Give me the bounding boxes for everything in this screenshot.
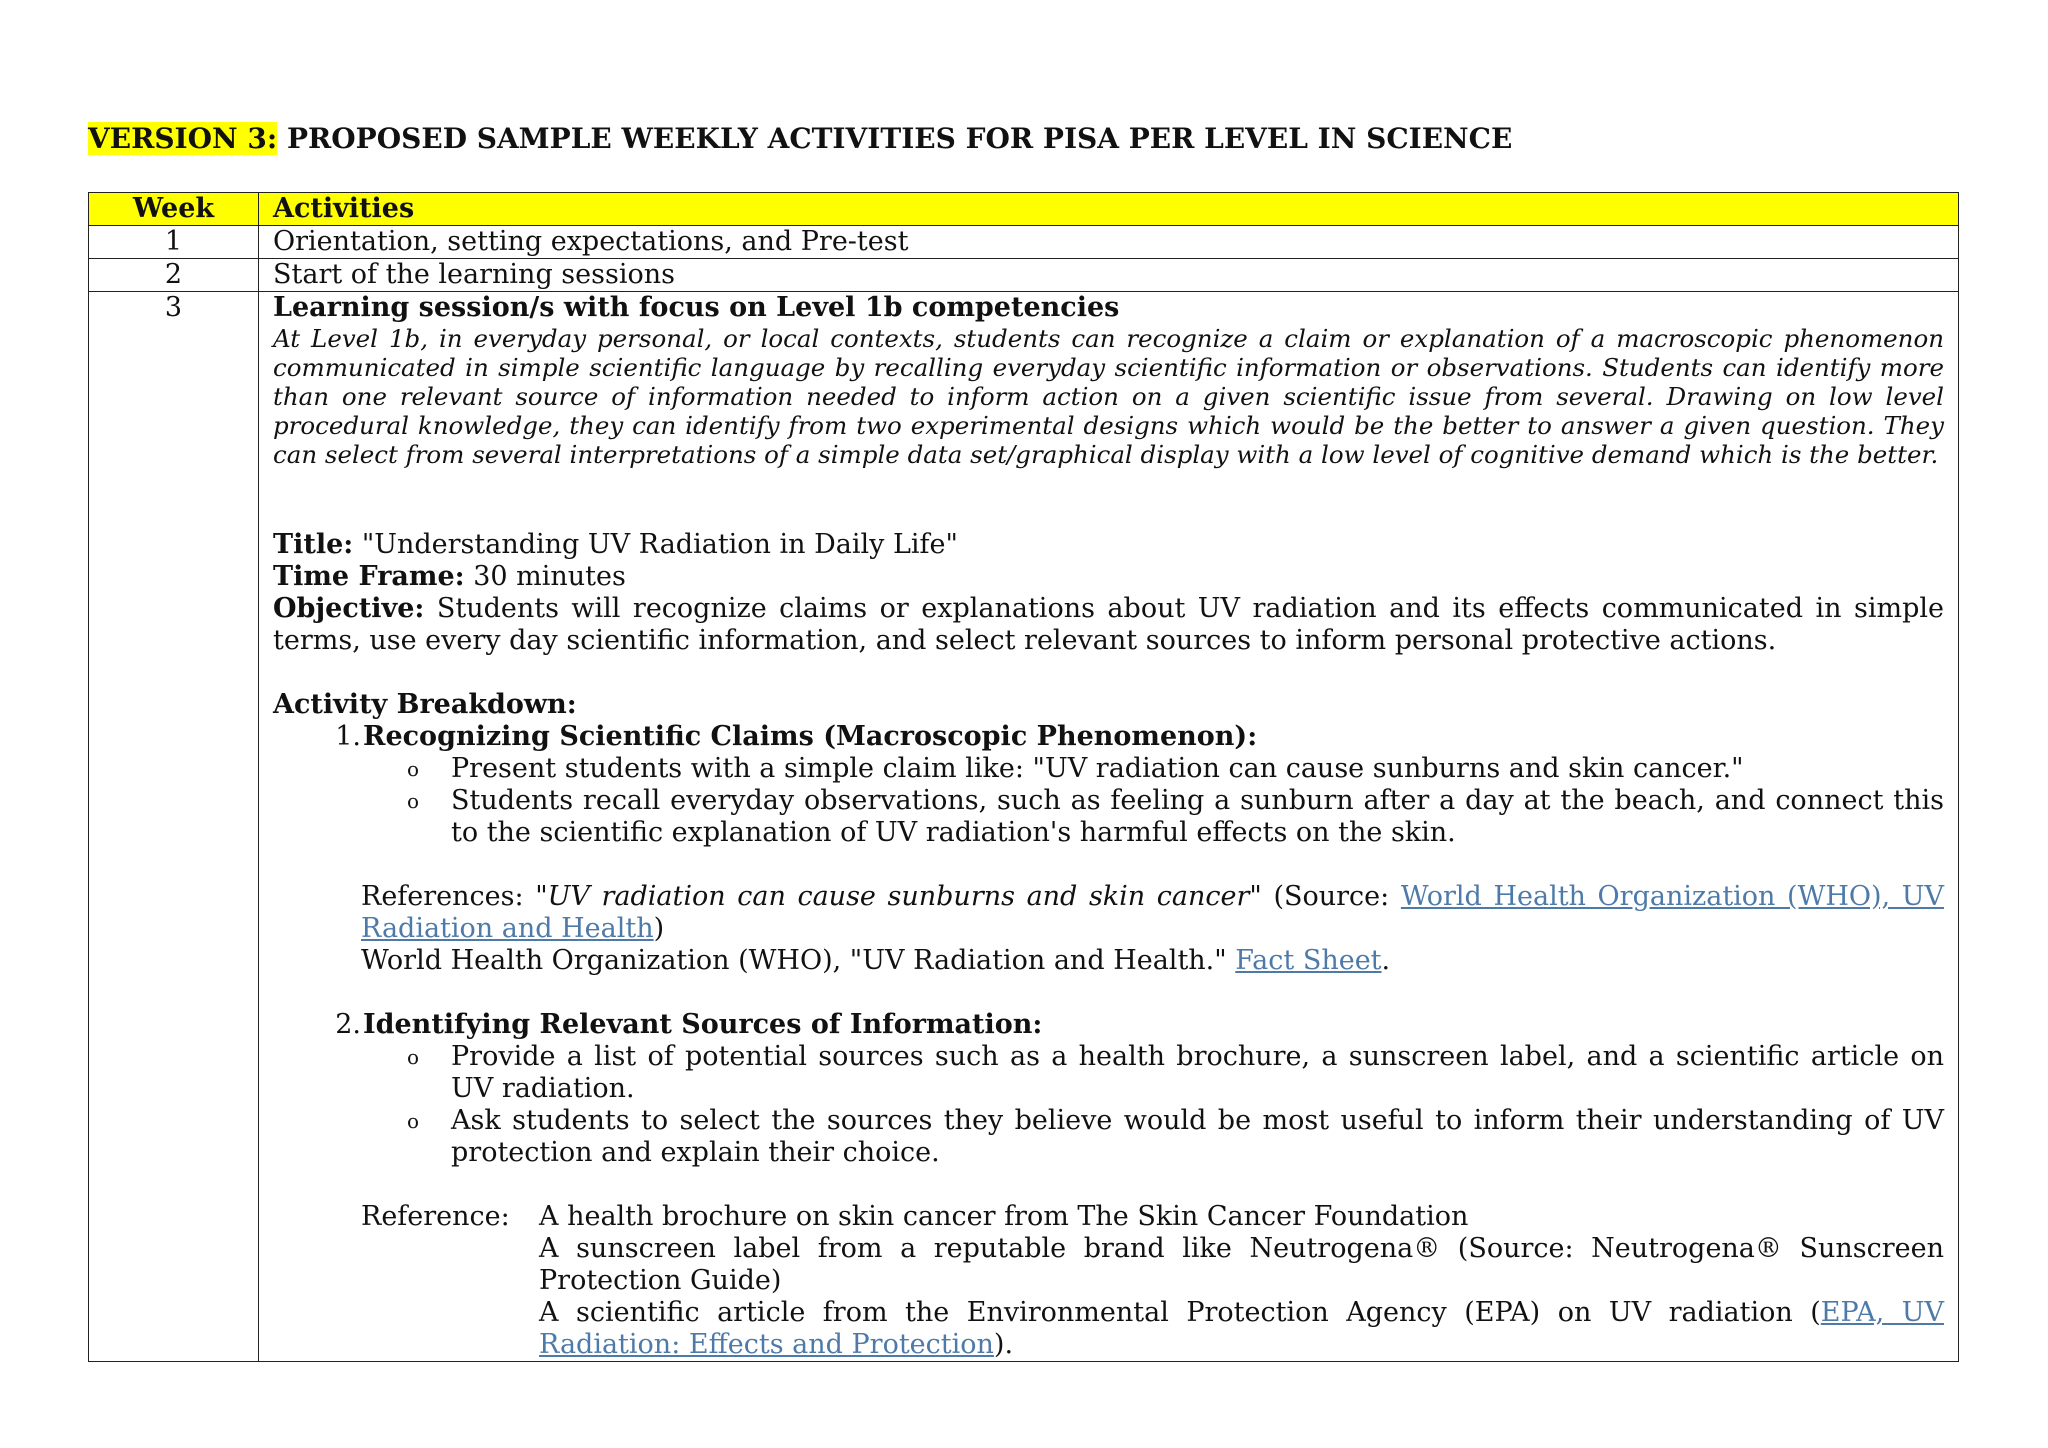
reference-text: A health brochure on skin cancer from The Skin Cancer Foundation [539, 1201, 1469, 1232]
list-item [405, 753, 1944, 785]
list-item [405, 1105, 1944, 1169]
reference-line [361, 1201, 1944, 1233]
item-number: 2. [335, 1009, 361, 1040]
bullet-text: Students recall everyday observations, such as feeling a sunburn after a day at the beach, and connect this to the scientific explanation of UV radiation's harmful effects on the skin. [451, 785, 1944, 848]
item-number: 1. [335, 721, 361, 752]
breakdown-label: Activity Breakdown: [273, 689, 577, 720]
table-row [89, 292, 1959, 1362]
list-item [405, 785, 1944, 849]
reference-line [361, 945, 1944, 977]
reference-label: Reference: [361, 1201, 510, 1232]
version-label: VERSION 3: [88, 122, 278, 155]
reference-end: . [1381, 945, 1391, 976]
table-row [89, 259, 1959, 292]
item-title: Recognizing Scientific Claims (Macroscopic Phenomenon): [363, 721, 1258, 752]
title-label: Title: [273, 529, 354, 560]
list-item [405, 1041, 1944, 1105]
reference-line [539, 1297, 1944, 1361]
timeframe-value: 30 minutes [464, 561, 626, 592]
who-uv-link[interactable]: World Health Organization (WHO), UV Radiation and Health [361, 881, 1944, 944]
list-item [315, 721, 1944, 753]
list-item [315, 1009, 1944, 1041]
session-heading: Learning session/s with focus on Level 1b competencies [273, 292, 1120, 323]
objective-value: Students will recognize claims or explanations about UV radiation and its effects communicated in simple terms, use every day scientific information, and select relevant sources to inform personal protective actions. [273, 593, 1944, 656]
page-title [88, 122, 1512, 155]
activities-table [88, 192, 1959, 1362]
item-title: Identifying Relevant Sources of Information: [363, 1009, 1043, 1040]
reference-end: ). [993, 1329, 1014, 1360]
level-description: At Level 1b, in everyday personal, or local contexts, students can recognize a claim or explanation of a macroscopic phenomenon communicated in simple scientific language by recalling everyday scientific information or observations. Students can identify more than one relevant source of information needed to inform action on a given scientific issue from several. Drawing on low level procedural knowledge, they can identify from two experimental designs which would be the better to answer a given question. They can select from several interpretations of a simple data set/graphical display with a low level of cognitive demand which is the better. [273, 324, 1944, 469]
reference-text: A scientific article from the Environmental Protection Agency (EPA) on UV radiation ( [539, 1297, 1821, 1328]
reference-source-prefix: (Source: [1261, 881, 1401, 912]
table-header-row [89, 193, 1959, 226]
activity-cell: Orientation, setting expectations, and Pre-test [259, 226, 1959, 259]
bullet-marker: o [407, 789, 420, 813]
epa-link[interactable]: EPA, UV Radiation: Effects and Protection [539, 1297, 1944, 1360]
week-column-header: Week [89, 193, 259, 226]
week-cell: 2 [89, 259, 259, 292]
bullet-marker: o [407, 1045, 420, 1069]
title-text: PROPOSED SAMPLE WEEKLY ACTIVITIES FOR PISA PER LEVEL IN SCIENCE [277, 122, 1513, 155]
fact-sheet-link[interactable]: Fact Sheet [1235, 945, 1382, 976]
reference-line: A sunscreen label from a reputable brand like Neutrogena® (Source: Neutrogena® Sunscreen Protection Guide) [539, 1233, 1944, 1296]
bullet-text: Provide a list of potential sources such as a health brochure, a sunscreen label, and a scientific article on UV radiation. [451, 1041, 1944, 1104]
bullet-text: Present students with a simple claim like: "UV radiation can cause sunburns and skin cancer." [451, 753, 1744, 784]
activity-cell: Start of the learning sessions [259, 259, 1959, 292]
bullet-marker: o [407, 757, 420, 781]
reference-label: References: [361, 881, 536, 912]
reference-close: ) [653, 913, 665, 944]
reference-line [361, 881, 1944, 945]
week-cell: 3 [89, 292, 259, 1362]
objective-line [273, 593, 1944, 657]
week-cell: 1 [89, 226, 259, 259]
activities-column-header: Activities [259, 193, 1959, 226]
table-row [89, 226, 1959, 259]
timeframe-line [273, 561, 1944, 593]
reference-quote: "UV radiation can cause sunburns and skin cancer" [535, 881, 1262, 912]
title-line [273, 529, 1944, 561]
timeframe-label: Time Frame: [273, 561, 465, 592]
objective-label: Objective: [273, 593, 425, 624]
bullet-marker: o [407, 1109, 420, 1133]
reference-text: World Health Organization (WHO), "UV Radiation and Health." [361, 945, 1236, 976]
bullet-text: Ask students to select the sources they believe would be most useful to inform their understanding of UV protection and explain their choice. [451, 1105, 1944, 1168]
title-value: "Understanding UV Radiation in Daily Life" [353, 529, 958, 560]
session-cell [259, 292, 1959, 1362]
